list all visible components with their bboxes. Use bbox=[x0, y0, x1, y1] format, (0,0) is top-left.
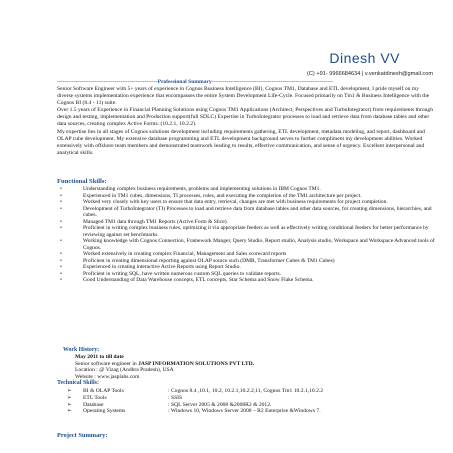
technical-skills-heading: Technical Skills: bbox=[57, 380, 99, 386]
work-history-entry bbox=[75, 354, 254, 380]
contact-line: (C) +91- 9966684634 | v.venkatdinesh@gmail.com bbox=[307, 71, 433, 77]
skill-value: : SQL Server 2005 & 2008 &2008R2 & 2012. bbox=[168, 401, 272, 408]
bullet-icon: • bbox=[60, 251, 62, 257]
skill-text: Worked very closely with key users to ensure that data entry, retrieval, changes are met with business requirements for project completion. bbox=[83, 199, 388, 205]
summary-paragraph: Senior Software Engineer with 5+ years of experience in Cognos Business Intelligence (BI), Cognos TM1, Database and ETL development, I pride myself on my diverse systems implementation experience that encompasses the entire System Development Life-Cycle. Focused primarily on Tm1 & Business Intelligence with the Cognos BI (8.4 - 11) suite. bbox=[57, 86, 430, 107]
bullet-icon: • bbox=[60, 270, 62, 277]
skill-text: Experienced in TM1 cubes, dimensions, TI processes, rules, and executing the completion of the TM1 architecture per project. bbox=[83, 192, 362, 199]
list-item bbox=[58, 225, 438, 238]
functional-skills-list bbox=[58, 186, 438, 284]
employer-name: JASP INFORMATION SOLUTIONS PVT LTD. bbox=[138, 360, 255, 367]
location-value: : @ Vizag (Andhra Pradesh), USA bbox=[96, 367, 174, 373]
summary-paragraph: My expertise lies in all stages of Cognos solutions development including requirements gathering, ETL development, metadata modeling, and report, dashboard and OLAP cube development. My extensive database programming and ETL development background serves to further compliment my development abilities. Worked extensively with offshore team members and demonstrated teamwork leading to results, effective communication, and sense of urgency. Excellent interpersonal and analytical skills. bbox=[57, 128, 425, 156]
bullet-icon: • bbox=[60, 199, 62, 205]
professional-summary-heading: ------------------------------------------------------Professional Summary----------------------------------------------------------------- bbox=[57, 79, 333, 85]
bullet-icon: • bbox=[60, 192, 62, 199]
arrow-bullet-icon: ➢ bbox=[67, 394, 72, 401]
table-row bbox=[67, 388, 323, 395]
skill-text: Managed TM1 data through TM1 Reports (Active Form & Slice). bbox=[83, 218, 228, 225]
employment-dates: May 2011 to till date bbox=[75, 354, 124, 360]
website-line bbox=[75, 374, 254, 381]
professional-summary bbox=[57, 86, 435, 157]
skill-text: Working knowledge with Cognos Connection, Framework Manger, Query Studio, Report studio, Analysis studio, Workspace and Workspace Advanced tools of Cognos. bbox=[83, 238, 435, 251]
bullet-icon: • bbox=[60, 264, 62, 270]
arrow-bullet-icon: ➢ bbox=[67, 408, 72, 415]
work-history-heading: Work History: bbox=[63, 347, 100, 353]
skill-text: Understanding complex business requirements, problems and implementing solutions in IBM Cognos TM1. bbox=[83, 186, 321, 192]
technical-skills-table bbox=[67, 388, 323, 415]
table-row bbox=[67, 402, 323, 409]
skill-category: Operating Systems bbox=[83, 408, 126, 415]
skill-value: : Windows 10, Windows Server 2008 – R2 Enterprise &Windows 7. bbox=[168, 408, 321, 415]
arrow-bullet-icon: ➢ bbox=[67, 388, 72, 394]
list-item bbox=[58, 206, 438, 219]
bullet-icon: • bbox=[60, 205, 62, 212]
candidate-name: Dinesh VV bbox=[329, 50, 400, 66]
skill-text: Proficient in writing SQL, have written numerous custom SQL queries to validate reports. bbox=[83, 270, 282, 277]
bullet-icon: • bbox=[60, 225, 62, 231]
list-item bbox=[58, 238, 438, 251]
functional-skills-heading: Functional Skills: bbox=[57, 178, 107, 185]
table-row bbox=[67, 408, 323, 415]
skill-text: Development of TurboIntegrator (TI) Processes to load and retrieve data from database tables and other data sources, for creating dimensions, hierarchies, and cubes. bbox=[83, 205, 432, 218]
list-item bbox=[58, 277, 438, 284]
location-label: Location bbox=[75, 367, 95, 373]
skill-text: Proficient in writing complex business rules, optimizing it via appropriate feeders as well as effectively writing conditional feeders for better performance by reviewing against set benchmarks. bbox=[83, 225, 429, 238]
skill-text: Experienced in creating interactive Active Reports using Report Studio. bbox=[83, 264, 241, 270]
skill-value: : SSIS bbox=[168, 394, 183, 401]
skill-text: Worked extensively in creating complex Financial, Management and Sales scorecard reports bbox=[83, 251, 287, 257]
website-label: Website bbox=[75, 373, 93, 380]
arrow-bullet-icon: ➢ bbox=[67, 401, 72, 408]
skill-text: Good Understanding of Data Warehouse concepts, ETL concepts, Star Schema and Snow Flake Schema. bbox=[83, 277, 314, 283]
skill-value: : Cognos 8.4 ,10.1, 10.2, 10.2.1,10.2.2,11, Cognos Tm1 10.2.1,10.2.2 bbox=[168, 388, 324, 394]
skill-category: ETL Tools bbox=[83, 394, 107, 401]
bullet-icon: • bbox=[60, 218, 62, 225]
summary-paragraph: Over 1.5 years of Experience in Financial Planning Solutions using Cognos TM1 Applications (Architect, Perspectives and TurboIntegrator) from requirements through design and testing, implementation and Production support(full SDLC) Expertise in TurboIntegrator processes to load and retrieve data from database tables and other data sources, creating complex Active Forms. (10.2.1, 10.2.2). bbox=[57, 107, 434, 128]
skill-text: Proficient in creating dimensional reporting against OLAP source such (DMR, Transformer Cubes & TM1 Cubes) bbox=[83, 257, 335, 264]
skill-category: BI & OLAP Tools bbox=[83, 388, 124, 394]
bullet-icon: • bbox=[60, 186, 62, 192]
skill-category: Database bbox=[83, 401, 104, 408]
bullet-icon: • bbox=[60, 277, 62, 283]
bullet-icon: • bbox=[60, 257, 62, 264]
bullet-icon: • bbox=[60, 238, 62, 244]
project-summary-heading: Project Summary: bbox=[57, 432, 108, 439]
table-row bbox=[67, 395, 323, 402]
website-value: : www.jasplabs.com bbox=[94, 373, 140, 380]
position-title: Senior software engineer in bbox=[75, 360, 137, 367]
